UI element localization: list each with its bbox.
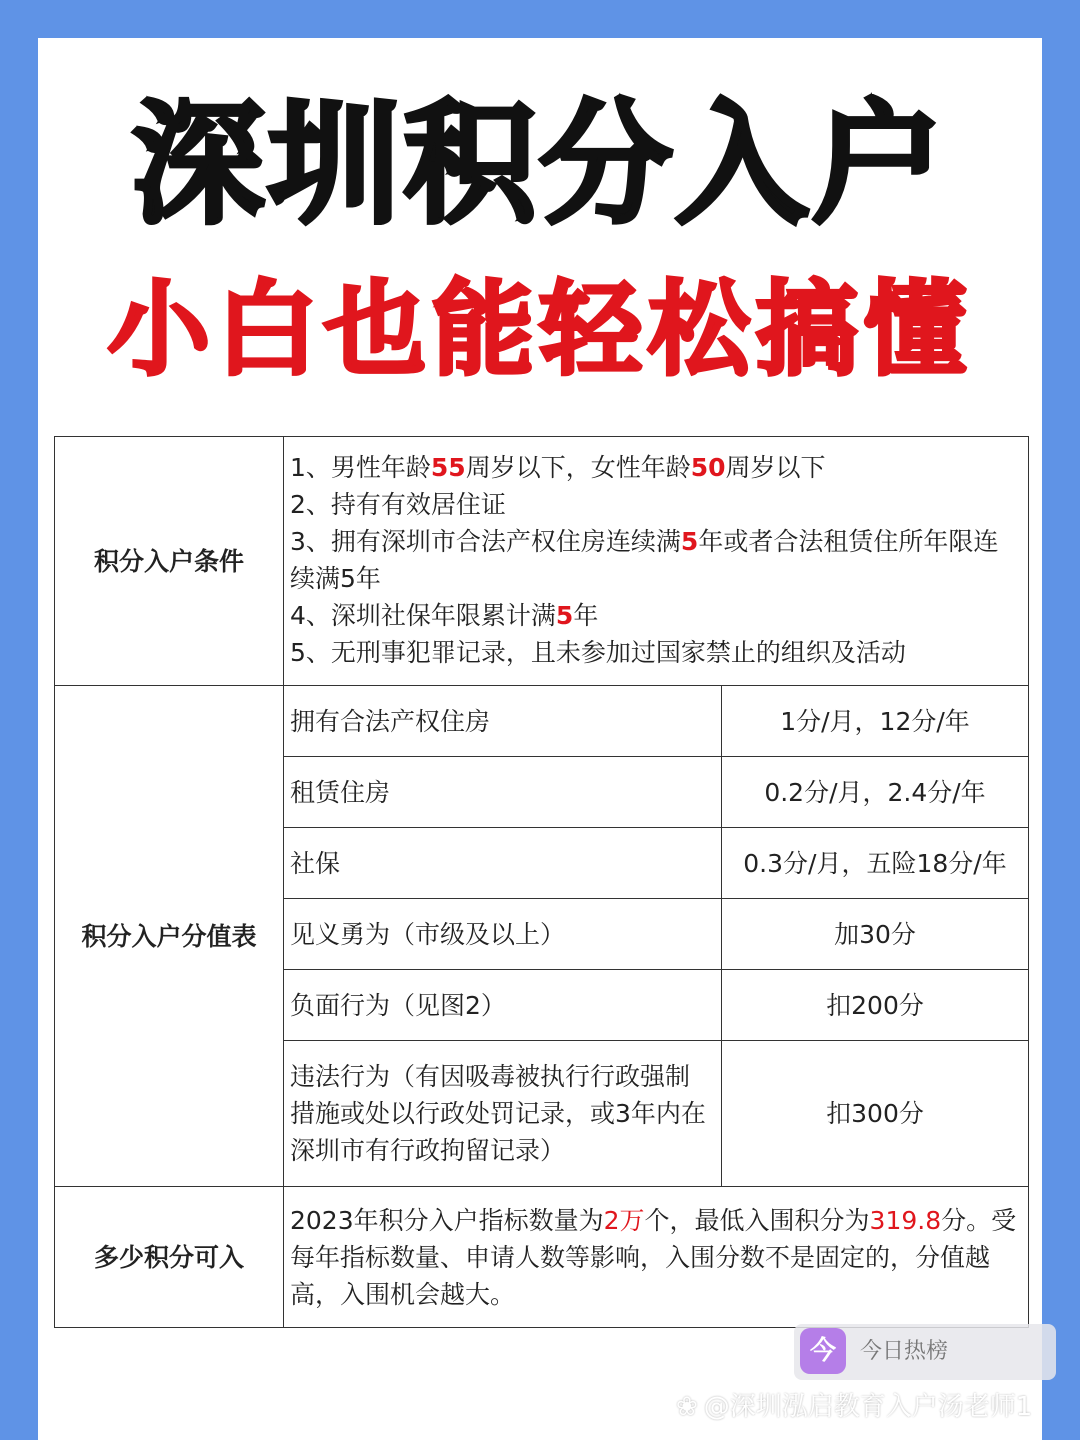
conditions-list <box>284 437 1029 686</box>
score-row <box>55 686 1029 757</box>
score-item: 租赁住房 <box>284 757 722 828</box>
how-many-header: 多少积分可入 <box>55 1187 284 1328</box>
app-logo-icon: 今 <box>800 1328 846 1374</box>
page-subtitle: 小白也能轻松搞懂 <box>108 271 972 390</box>
condition-line-4: 4、深圳社保年限累计满5年 <box>290 601 599 630</box>
conditions-header: 积分入户条件 <box>55 437 284 686</box>
condition-line-1: 1、男性年龄55周岁以下，女性年龄50周岁以下 <box>290 453 826 482</box>
conditions-row <box>55 437 1029 686</box>
hot-list-badge <box>794 1324 1056 1380</box>
watermark: ❀ @深圳泓启教育入户汤老师1 <box>676 1392 1033 1422</box>
condition-line-3: 3、拥有深圳市合法产权住房连续满5年或者合法租赁住所年限连 <box>290 527 999 556</box>
condition-line-2: 2、持有有效居住证 <box>290 490 506 519</box>
score-item: 拥有合法产权住房 <box>284 686 722 757</box>
score-value: 1分/月，12分/年 <box>722 686 1029 757</box>
score-value: 0.3分/月，五险18分/年 <box>722 828 1029 899</box>
score-value: 加30分 <box>722 899 1029 970</box>
how-many-text: 2023年积分入户指标数量为2万个，最低入围积分为319.8分。受 每年指标数量、申请人数等影响，入围分数不是固定的，分值越 高，入围机会越大。 <box>284 1187 1029 1328</box>
badge-label: 今日热榜 <box>860 1339 949 1364</box>
condition-line-5: 5、无刑事犯罪记录，且未参加过国家禁止的组织及活动 <box>290 638 906 667</box>
page-title: 深圳积分入户 <box>132 88 948 242</box>
score-item: 见义勇为（市级及以上） <box>284 899 722 970</box>
score-value: 扣200分 <box>722 970 1029 1041</box>
poster-card <box>38 38 1042 1440</box>
score-table-header: 积分入户分值表 <box>55 686 284 1187</box>
paw-icon: ❀ <box>676 1392 698 1422</box>
score-item: 社保 <box>284 828 722 899</box>
score-item: 违法行为（有因吸毒被执行行政强制 措施或处以行政处罚记录，或3年内在 深圳市有行政拘留记录） <box>284 1041 722 1187</box>
how-many-row <box>55 1187 1029 1328</box>
score-value: 0.2分/月，2.4分/年 <box>722 757 1029 828</box>
info-table <box>54 436 1029 1328</box>
condition-line-3-cont: 续满5年 <box>290 564 381 593</box>
score-item: 负面行为（见图2） <box>284 970 722 1041</box>
score-value: 扣300分 <box>722 1041 1029 1187</box>
